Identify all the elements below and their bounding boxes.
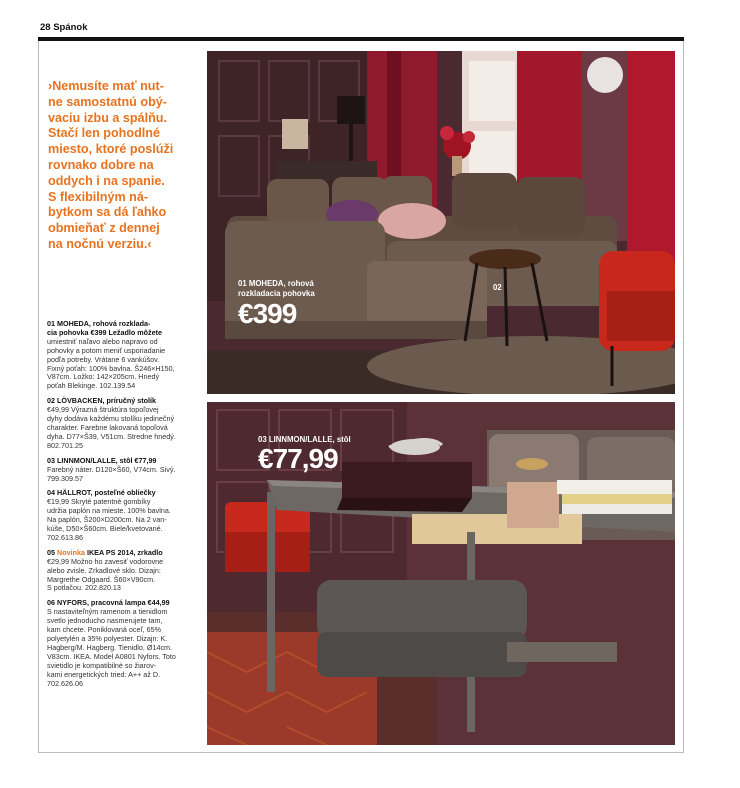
product-line: 802.701.25 <box>47 440 83 450</box>
sofa-price-caption <box>238 279 315 329</box>
product-title: 04 HÄLLROT, posteľné obliečky <box>47 488 156 498</box>
caption-line: 03 LINNMON/LALLE, stôl <box>258 435 351 444</box>
product-line: kami energetických tried: A++ až D. <box>47 669 161 679</box>
frame-left <box>38 41 39 753</box>
frame-bottom <box>38 752 684 753</box>
product-line: svietidlo je kompatibilné so žiarov- <box>47 660 157 670</box>
quote-line: ne samostatnú obý- <box>48 94 167 109</box>
page-number: 28 Spánok <box>40 22 88 33</box>
product-line: umiestniť naľavo alebo napravo od <box>47 336 158 346</box>
product-line: Hagberg/M. Hagberg. Tienidlo, Ø14cm. <box>47 642 173 652</box>
quote-line: miesto, ktoré poslúži <box>48 142 174 157</box>
pull-quote <box>48 79 198 253</box>
header-rule <box>38 37 684 41</box>
product-title: 06 NYFORS, pracovná lampa €44,99 <box>47 598 170 608</box>
product-title-prefix: 05 <box>47 547 57 557</box>
product-line: podľa potreby. Vrátane 6 vankúšov. <box>47 354 160 364</box>
price-tag: €399 <box>238 298 297 329</box>
caption-line: rozkladacia pohovka <box>238 288 315 298</box>
product-line: Na paplón, Š200×D200cm. Na 2 van- <box>47 515 167 525</box>
product-line: Margrethe Odgaard. Š60×V90cm. <box>47 574 156 584</box>
quote-line: oddych i na spanie. <box>48 173 165 188</box>
desk-price-caption <box>258 435 351 474</box>
product-nyfors <box>47 599 203 688</box>
product-title: 02 LÖVBACKEN, príručný stolík <box>47 396 157 406</box>
quote-line: na nočnú verziu.‹ <box>48 236 152 251</box>
product-line: alebo zvisle. Zrkadlové sklo. Dizajn: <box>47 565 161 575</box>
product-line: 702.613.86 <box>47 532 83 542</box>
product-line: poťah Blekinge. 102.139.54 <box>47 381 136 391</box>
product-line: €19,99 Skryté patentné gombíky <box>47 497 151 507</box>
product-line: S nastaviteľným ramenom a tienidlom <box>47 607 168 617</box>
product-lovbacken <box>47 397 203 450</box>
product-line: 702.626.06 <box>47 678 83 688</box>
product-title: 03 LINNMON/LALLE, stôl €77,99 <box>47 455 157 465</box>
product-line: V83cm. IKEA. Model A0801 Nyfors. Toto <box>47 651 176 661</box>
product-ikea-ps-mirror <box>47 549 203 594</box>
price-tag: €77,99 <box>258 443 338 474</box>
product-line: svetlo jednoducho nasmerujete tam, <box>47 616 163 626</box>
product-line: €29,99 Možno ho zavesiť vodorovne <box>47 556 164 566</box>
product-line: udržia paplón na mieste. 100% bavlna. <box>47 506 171 516</box>
product-line: pohovky a potom meniť usporiadanie <box>47 345 166 355</box>
frame-right <box>683 41 684 753</box>
product-title: 01 MOHEDA, rohová rozklada- <box>47 319 151 328</box>
product-line: kam chcete. Poniklovaná oceľ, 65% <box>47 625 161 635</box>
product-line: V87cm. Ložko: 142×205cm. Hnedý <box>47 372 160 382</box>
quote-line: vaciu izbu a spálňu. <box>48 110 167 125</box>
item-number-tag: 02 <box>493 283 502 292</box>
product-line: S potlačou. 202.820.13 <box>47 583 121 593</box>
product-line: dyhy dodáva každému stolíku jedinečný <box>47 414 175 424</box>
product-line: charakter. Farebne lakovaná topoľová <box>47 422 168 432</box>
product-line: kúše, D50×Š60cm. Biele/kvetované. <box>47 524 163 534</box>
product-line: 799.309.57 <box>47 473 83 483</box>
product-moheda <box>47 320 203 391</box>
product-hallrot <box>47 489 203 542</box>
product-line: €49,99 Výrazná štruktúra topoľovej <box>47 405 159 415</box>
quote-line: obmieňať z dennej <box>48 221 160 236</box>
product-title-suffix: IKEA PS 2014, zrkadlo <box>84 547 163 557</box>
product-line: Farebný náter. D120×Š60, V74cm. Sivý. <box>47 464 176 474</box>
product-line: dyha. D77×Š39, V51cm. Stredne hnedý. <box>47 431 176 441</box>
photo-sofa-room <box>207 51 675 394</box>
sofa-scene <box>207 51 675 394</box>
product-line: Fixný poťah: 100% bavlna. Š246×H150, <box>47 363 175 373</box>
caption-line: 01 MOHEDA, rohová <box>238 279 314 288</box>
product-linnmon-lalle <box>47 457 203 484</box>
quote-line: ›Nemusíte mať nut- <box>48 79 164 93</box>
novinka-label: Novinka <box>57 547 85 557</box>
product-line: polyetylén a 35% polyester. Dizajn: K. <box>47 634 168 643</box>
quote-line: bytkom sa dá ľahko <box>48 205 167 220</box>
quote-line: Stačí len pohodlné <box>48 126 160 141</box>
quote-line: rovnako dobre na <box>48 157 154 172</box>
product-list <box>47 320 203 694</box>
product-line: cia pohovka €399 Ležadlo môžete <box>47 327 163 337</box>
quote-line: S flexibilným ná- <box>48 189 149 204</box>
